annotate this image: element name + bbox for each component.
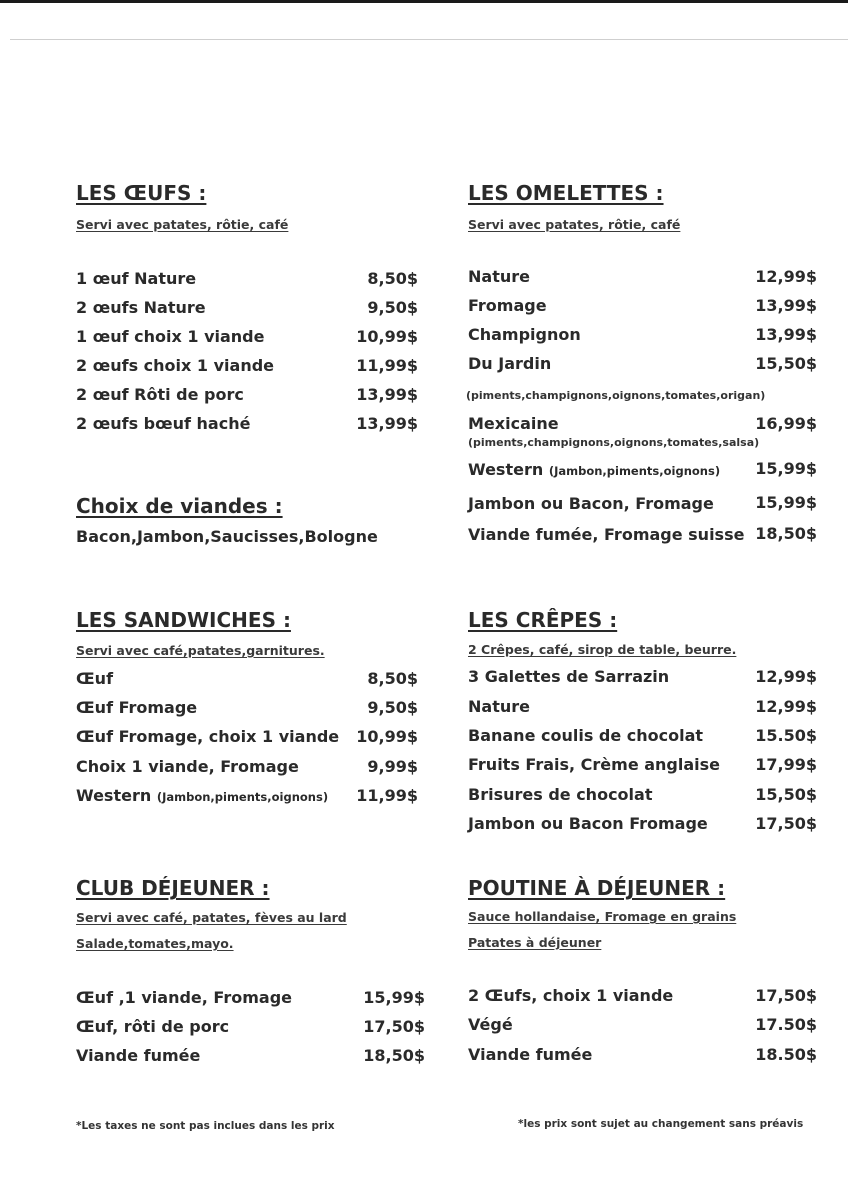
menu-item-price: 9,99$ — [367, 757, 418, 776]
menu-item-price: 13,99$ — [356, 414, 418, 433]
section-title-crepes: LES CRÊPES : — [468, 608, 618, 632]
menu-item-price: 15,99$ — [755, 493, 817, 512]
section-title-viandes: Choix de viandes : — [76, 494, 283, 518]
section-subtitle-club: Servi avec café, patates, fèves au lard — [76, 910, 347, 925]
menu-item-name: 1 œuf Nature — [76, 269, 197, 288]
section-subtitle-poutine-2: Patates à déjeuner — [468, 935, 602, 950]
menu-item-name: Jambon ou Bacon, Fromage — [468, 494, 714, 513]
menu-item-name: Fromage — [468, 296, 547, 315]
menu-item-note: (Jambon,piments,oignons) — [548, 464, 721, 478]
menu-item-name: 2 œufs bœuf haché — [76, 414, 251, 433]
menu-item-name: Œuf — [76, 669, 114, 688]
menu-item-name: Brisures de chocolat — [468, 785, 653, 804]
menu-item-price: 13,99$ — [755, 296, 817, 315]
menu-item-name: 1 œuf choix 1 viande — [76, 327, 265, 346]
meat-choices: Bacon,Jambon,Saucisses,Bologne — [76, 527, 378, 546]
menu-item-name: 2 œufs choix 1 viande — [76, 356, 275, 375]
menu-item-name: Jambon ou Bacon Fromage — [468, 814, 708, 833]
section-subtitle-club-2: Salade,tomates,mayo. — [76, 936, 234, 951]
menu-item-name: Œuf Fromage, choix 1 viande — [76, 727, 340, 746]
menu-item-price: 18.50$ — [755, 1045, 817, 1064]
section-title-oeufs: LES ŒUFS : — [76, 181, 207, 205]
menu-item-price: 11,99$ — [356, 356, 418, 375]
menu-item-name: Nature — [468, 697, 530, 716]
menu-item-name-western — [468, 460, 720, 479]
menu-item-name: 2 œuf Rôti de porc — [76, 385, 244, 404]
menu-item-price: 11,99$ — [356, 786, 418, 805]
section-title-club: CLUB DÉJEUNER : — [76, 876, 270, 900]
menu-item-price: 15,50$ — [755, 354, 817, 373]
menu-item-name: Viande fumée, Fromage suisse — [468, 525, 745, 544]
menu-item-name: 3 Galettes de Sarrazin — [468, 667, 670, 686]
section-subtitle-crepes: 2 Crêpes, café, sirop de table, beurre. — [468, 642, 737, 657]
menu-item-name: Nature — [468, 267, 530, 286]
menu-item-price: 17,50$ — [755, 986, 817, 1005]
menu-item-price: 17,50$ — [363, 1017, 425, 1036]
section-title-omelettes: LES OMELETTES : — [468, 181, 664, 205]
menu-item-name: Œuf Fromage — [76, 698, 198, 717]
footer-price-note: *les prix sont sujet au changement sans préavis — [518, 1118, 804, 1130]
section-subtitle-omelettes: Servi avec patates, rôtie, café — [468, 217, 681, 232]
menu-item-name: Œuf, rôti de porc — [76, 1017, 230, 1036]
menu-item-name: Viande fumée — [468, 1045, 593, 1064]
scan-divider — [10, 39, 848, 40]
menu-item-name: Végé — [468, 1015, 513, 1034]
section-title-sandwiches: LES SANDWICHES : — [76, 608, 291, 632]
section-subtitle-sandwiches: Servi avec café,patates,garnitures. — [76, 643, 325, 658]
menu-item-name: Banane coulis de chocolat — [468, 726, 704, 745]
section-subtitle-poutine: Sauce hollandaise, Fromage en grains — [468, 909, 737, 924]
menu-item-price: 17.50$ — [755, 1015, 817, 1034]
menu-item-price: 15.50$ — [755, 726, 817, 745]
menu-item-name: Champignon — [468, 325, 581, 344]
menu-item-price: 8,50$ — [367, 269, 418, 288]
section-title-poutine: POUTINE À DÉJEUNER : — [468, 876, 726, 900]
menu-item-price: 13,99$ — [356, 385, 418, 404]
menu-item-price: 13,99$ — [755, 325, 817, 344]
menu-item-price: 15,99$ — [755, 459, 817, 478]
menu-item-name: 2 œufs Nature — [76, 298, 206, 317]
menu-item-name: Choix 1 viande, Fromage — [76, 757, 299, 776]
menu-item-price: 18,50$ — [363, 1046, 425, 1065]
menu-item-price: 17,99$ — [755, 755, 817, 774]
menu-item-price: 15,99$ — [363, 988, 425, 1007]
menu-item-name: Western — [468, 460, 544, 479]
menu-item-name: Western — [76, 786, 152, 805]
menu-item-note: (piments,champignons,oignons,tomates,salsa) — [468, 436, 760, 449]
menu-item-price: 12,99$ — [755, 697, 817, 716]
scan-top-edge — [0, 0, 848, 3]
menu-item-price: 9,50$ — [367, 698, 418, 717]
menu-item-price: 15,50$ — [755, 785, 817, 804]
menu-item-note: (piments,champignons,oignons,tomates,origan) — [466, 389, 766, 402]
menu-item-name: Œuf ,1 viande, Fromage — [76, 988, 292, 1007]
menu-item-name: 2 Œufs, choix 1 viande — [468, 986, 674, 1005]
section-subtitle-oeufs: Servi avec patates, rôtie, café — [76, 217, 289, 232]
menu-item-price: 17,50$ — [755, 814, 817, 833]
menu-item-price: 9,50$ — [367, 298, 418, 317]
menu-item-name: Du Jardin — [468, 354, 552, 373]
menu-item-price: 10,99$ — [356, 727, 418, 746]
footer-taxes-note: *Les taxes ne sont pas inclues dans les prix — [76, 1120, 335, 1132]
menu-item-price: 16,99$ — [755, 414, 817, 433]
menu-item-price: 12,99$ — [755, 267, 817, 286]
menu-item-name: Mexicaine — [468, 414, 559, 433]
menu-item-price: 10,99$ — [356, 327, 418, 346]
menu-item-name-western — [76, 786, 328, 805]
menu-item-price: 12,99$ — [755, 667, 817, 686]
menu-item-note: (Jambon,piments,oignons) — [156, 790, 329, 804]
menu-item-name: Fruits Frais, Crème anglaise — [468, 755, 721, 774]
menu-item-price: 18,50$ — [755, 524, 817, 543]
menu-item-name: Viande fumée — [76, 1046, 201, 1065]
menu-item-price: 8,50$ — [367, 669, 418, 688]
